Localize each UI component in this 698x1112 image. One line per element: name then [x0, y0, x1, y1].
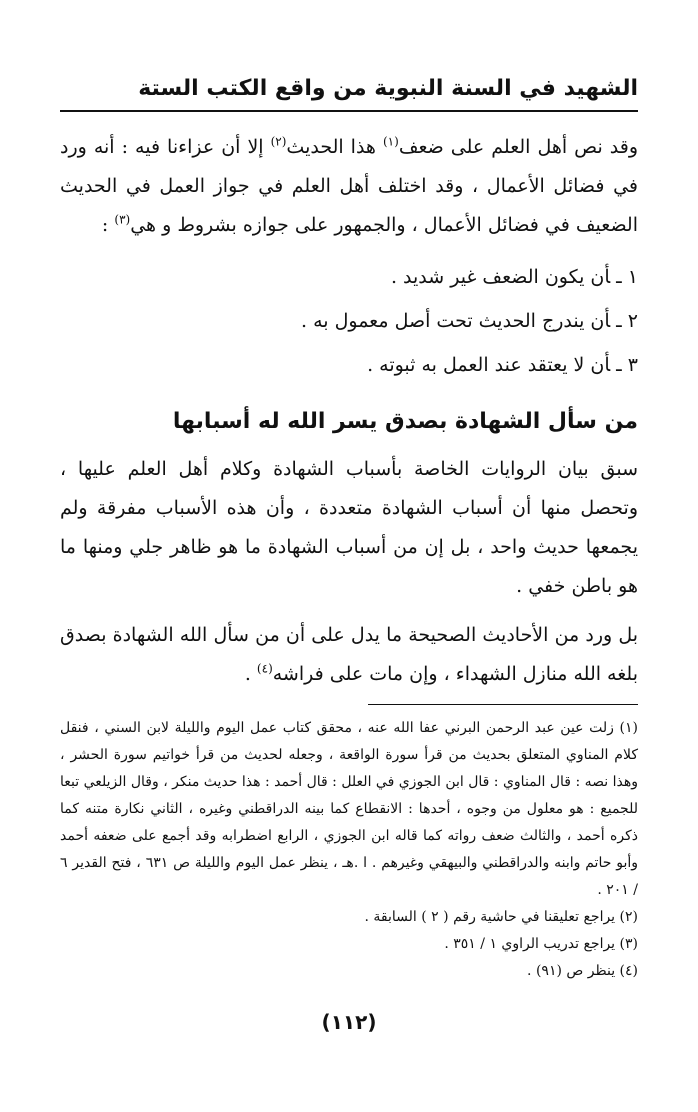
list-item-number: ٣ ـ [616, 354, 638, 376]
list-item-number: ٢ ـ [616, 310, 638, 332]
footnote-ref-4: (٤) [256, 661, 273, 676]
conditions-list [60, 255, 638, 387]
footnote-ref-3: (٣) [114, 212, 131, 227]
running-header [60, 72, 638, 112]
paragraph-3 [60, 616, 638, 694]
paragraph-3-text: بل ورد من الأحاديث الصحيحة ما يدل على أن من سأل الله الشهادة بصدق بلغه الله منازل الشهداء ، وإن مات على فراشه [60, 624, 638, 685]
footnote-ref-2: (٢) [270, 134, 287, 149]
footnote-separator [368, 704, 638, 705]
section-heading: من سأل الشهادة بصدق يسر الله له أسبابها [172, 409, 638, 434]
list-item-text: أن يكون الضعف غير شديد . [390, 266, 611, 288]
footnote-1: (١) زلت عين عبد الرحمن البرني عفا الله عنه ، محقق كتاب عمل اليوم والليلة لابن السني ، فنقل كلام المناوي المتعلق بحديث من قرأ سورة الواقعة ، وجعله لحديث من قرأ خواتيم سورة الحشر ، وهذا نصه : قال المناوي : قال ابن الجوزي في العلل : قال أحمد : هذا حديث منكر ، وقال الزيلعي تبعا للجميع : هو معلول من وجوه ، أحدها : الانقطاع كما بينه الدراقطني وغيره ، الثاني نكارة متنه كما ذكره أحمد ، والثالث ضعف رواته كما قاله ابن الجوزي ، الرابع اضطرابه وقد أجمع على ضعفه أحمد وأبو حاتم وابنه والدراقطني والبيهقي وغيرهم . ا .هـ ، ينظر عمل اليوم والليلة ص ٦٣١ ، فتح القدير ٦ / ٢٠١ . [59, 720, 639, 898]
footnote-2: (٢) يراجع تعليقنا في حاشية رقم ( ٢ ) السابقة . [364, 909, 638, 925]
paragraph-1 [60, 128, 638, 245]
paragraph-2: سبق بيان الروايات الخاصة بأسباب الشهادة وكلام أهل العلم عليها ، وتحصل منها أن أسباب الشهادة متعددة ، وأن هذه الأسباب مفرقة ولم يجمعها حديث واحد ، بل إن من أسباب الشهادة ما هو ظاهر جلي ومنها ما هو باطن خفي . [60, 458, 638, 597]
running-title: الشهيد في السنة النبوية من واقع الكتب الستة [138, 76, 638, 101]
list-item [60, 299, 638, 343]
footnote-3: (٣) يراجع تدريب الراوي ١ / ٣٥١ . [444, 936, 638, 952]
footnote-ref-1: (١) [382, 134, 399, 149]
list-item [60, 255, 638, 299]
paragraph-1-text-c: إلا أن عزاءنا فيه : أنه ورد في فضائل الأعمال ، وقد اختلف أهل العلم في جواز العمل في الحديث الضعيف في فضائل الأعمال ، والجمهور على جوازه بشروط و هي [60, 136, 638, 236]
list-item-number: ١ ـ [616, 266, 638, 288]
header-rule [60, 110, 638, 112]
footnotes [60, 715, 638, 985]
paragraph-3-end: . [244, 663, 257, 685]
list-item-text: أن يندرج الحديث تحت أصل معمول به . [300, 310, 611, 332]
list-item [60, 343, 638, 387]
page-number: (١١٢) [321, 1010, 377, 1034]
list-item-text: أن لا يعتقد عند العمل به ثبوته . [367, 354, 611, 376]
paragraph-1-text-d: : [101, 214, 115, 236]
footnote-4: (٤) ينظر ص (٩١) . [527, 963, 638, 979]
paragraph-1-text-a: وقد نص أهل العلم على ضعف [398, 136, 639, 158]
paragraph-1-text-b: هذا الحديث [286, 136, 383, 158]
page-body [60, 128, 638, 985]
